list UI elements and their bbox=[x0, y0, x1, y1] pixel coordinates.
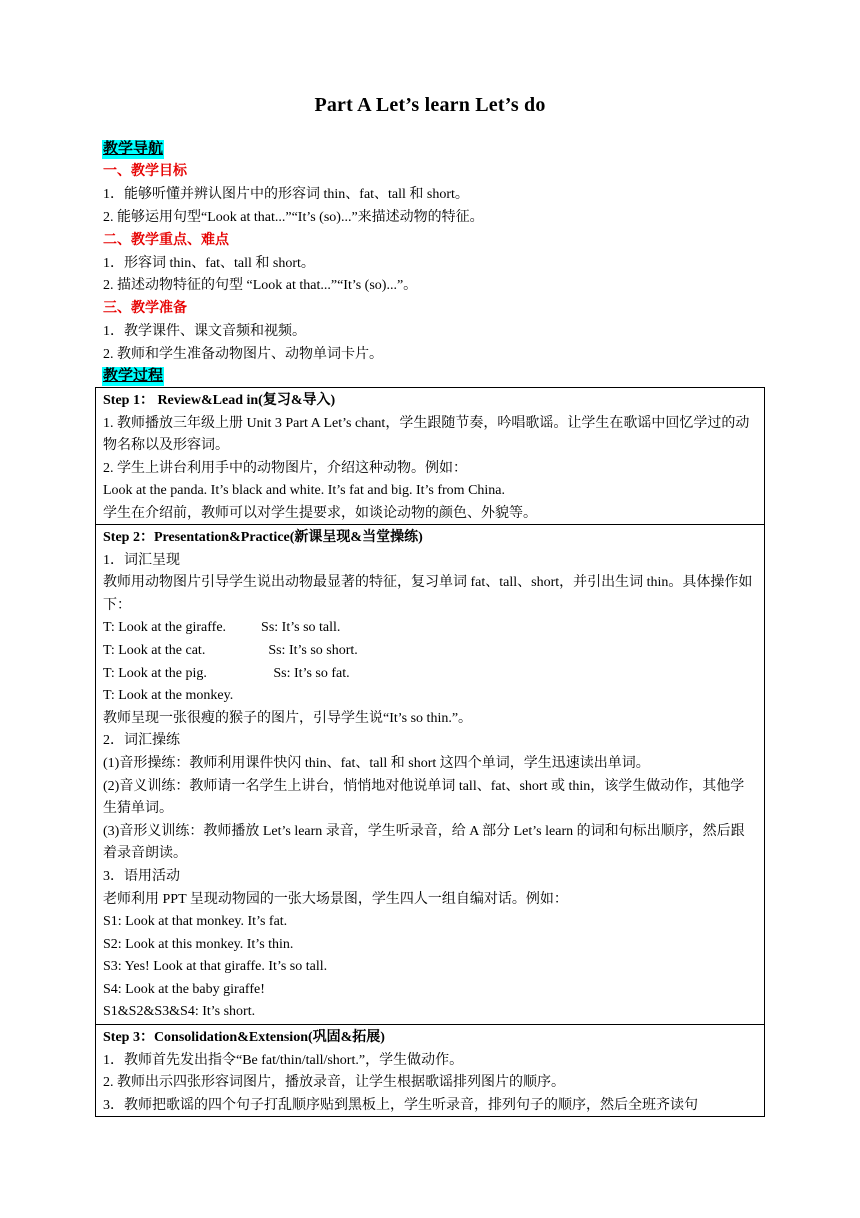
step-cell-3 bbox=[96, 1025, 764, 1116]
process-label: 教学过程 bbox=[103, 368, 164, 384]
step-line: S2: Look at this monkey. It’s thin. bbox=[103, 936, 294, 952]
step-line: 1．教师首先发出指令“Be fat/thin/tall/short.”，学生做动作。 bbox=[103, 1052, 464, 1068]
step-title-2: Step 2：Presentation&Practice(新课呈现&当堂操练) bbox=[103, 530, 423, 545]
process-label-wrap bbox=[102, 367, 164, 387]
step-line: T: Look at the giraffe. Ss: It’s so tall. bbox=[103, 620, 341, 636]
step-line: 2. 学生上讲台利用手中的动物图片，介绍这种动物。例如： bbox=[103, 460, 467, 476]
preparation-item-1: 1．教学课件、课文音频和视频。 bbox=[103, 324, 306, 339]
step-line: T: Look at the cat. Ss: It’s so short. bbox=[103, 642, 358, 658]
section-heading-preparation: 三、教学准备 bbox=[103, 301, 187, 316]
step-line: S1&S2&S3&S4: It’s short. bbox=[103, 1004, 256, 1020]
objective-item-1: 1．能够听懂并辨认图片中的形容词 thin、fat、tall 和 short。 bbox=[103, 187, 469, 202]
key-point-item-1: 1．形容词 thin、fat、tall 和 short。 bbox=[103, 256, 315, 271]
step-line: T: Look at the monkey. bbox=[103, 688, 234, 704]
step-line: 3．语用活动 bbox=[103, 868, 180, 884]
step-line: 1．词汇呈现 bbox=[103, 552, 180, 568]
step-line: 3．教师把歌谣的四个句子打乱顺序贴到黑板上，学生听录音，排列句子的顺序，然后全班齐读句 bbox=[103, 1097, 698, 1113]
step-line: (3)音形义训练：教师播放 Let’s learn 录音，学生听录音，给 A 部分 Let’s learn 的词和句标出顺序，然后跟着录音朗读。 bbox=[103, 823, 745, 862]
key-point-item-2: 2. 描述动物特征的句型 “Look at that...”“It’s (so)...”。 bbox=[103, 278, 418, 293]
section-heading-key-points: 二、教学重点、难点 bbox=[103, 233, 229, 248]
preparation-item-2: 2. 教师和学生准备动物图片、动物单词卡片。 bbox=[103, 347, 383, 362]
section-heading-objectives: 一、教学目标 bbox=[103, 164, 187, 179]
step-line: T: Look at the pig. Ss: It’s so fat. bbox=[103, 665, 350, 681]
step-line: (1)音形操练：教师利用课件快闪 thin、fat、tall 和 short 这四个单词，学生迅速读出单词。 bbox=[103, 755, 650, 771]
step-title-1: Step 1： Review&Lead in(复习&导入) bbox=[103, 393, 336, 408]
page-title: Part A Let’s learn Let’s do bbox=[314, 94, 546, 116]
step-cell-1 bbox=[96, 388, 764, 525]
nav-label: 教学导航 bbox=[103, 141, 164, 157]
step-line: S3: Yes! Look at that giraffe. It’s so tall. bbox=[103, 959, 328, 975]
step-line: 2. 教师出示四张形容词图片，播放录音，让学生根据歌谣排列图片的顺序。 bbox=[103, 1075, 565, 1091]
step-line: (2)音义训练：教师请一名学生上讲台，悄悄地对他说单词 tall、fat、short 或 thin，该学生做动作，其他学生猜单词。 bbox=[103, 778, 745, 817]
process-table bbox=[95, 387, 765, 1117]
step-line: 教师呈现一张很瘦的猴子的图片，引导学生说“It’s so thin.”。 bbox=[103, 710, 473, 726]
step-line: S4: Look at the baby giraffe! bbox=[103, 981, 265, 997]
step-line: 1. 教师播放三年级上册 Unit 3 Part A Let’s chant，学生跟随节奏，吟唱歌谣。让学生在歌谣中回忆学过的动物名称以及形容词。 bbox=[103, 415, 750, 454]
objective-item-2: 2. 能够运用句型“Look at that...”“It’s (so)...”来描述动物的特征。 bbox=[103, 210, 484, 225]
step-line: 教师用动物图片引导学生说出动物最显著的特征，复习单词 fat、tall、short，并引出生词 thin。具体操作如下： bbox=[103, 575, 753, 613]
step-line: 老师利用 PPT 呈现动物园的一张大场景图，学生四人一组自编对话。例如： bbox=[103, 891, 568, 907]
step-line: 学生在介绍前，教师可以对学生提要求，如谈论动物的颜色、外貌等。 bbox=[103, 505, 537, 521]
step-cell-2 bbox=[96, 525, 764, 1025]
step-line: 2．词汇操练 bbox=[103, 733, 180, 749]
step-line: S1: Look at that monkey. It’s fat. bbox=[103, 914, 288, 930]
step-title-3: Step 3：Consolidation&Extension(巩固&拓展) bbox=[103, 1030, 385, 1045]
step-line: Look at the panda. It’s black and white. It’s fat and big. It’s from China. bbox=[103, 483, 506, 499]
nav-label-wrap bbox=[102, 140, 164, 160]
